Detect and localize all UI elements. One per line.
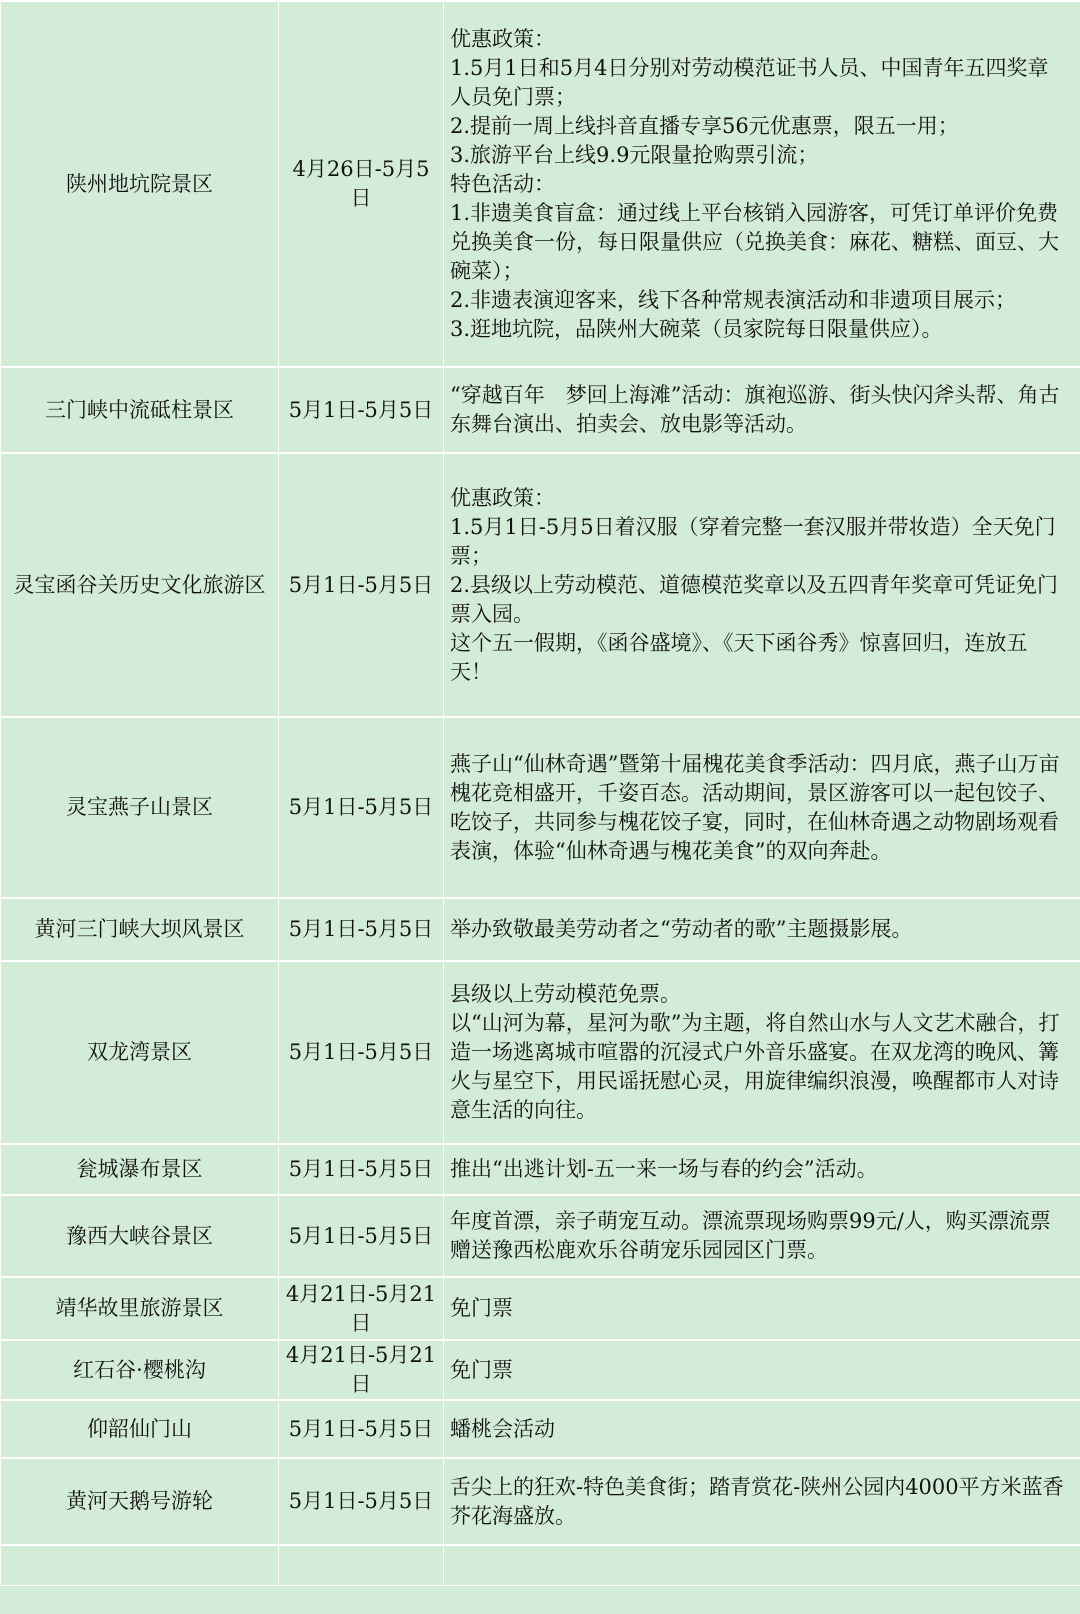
- event-description: [444, 453, 1080, 717]
- description-line: 年度首漂，亲子萌宠互动。漂流票现场购票99元/人，购买漂流票赠送豫西松鹿欢乐谷萌宠乐园园区门票。: [450, 1209, 1051, 1262]
- event-description: [444, 1458, 1080, 1545]
- scenic-area-name: 瓮城瀑布景区: [1, 1144, 279, 1195]
- scenic-area-name: 黄河天鹅号游轮: [1, 1458, 279, 1545]
- table-row: [1, 1195, 1080, 1277]
- event-description: [444, 1195, 1080, 1277]
- description-line: 2.提前一周上线抖音直播专享56元优惠票，限五一用；: [450, 113, 959, 138]
- description-line: 1.非遗美食盲盒：通过线上平台核销入园游客，可凭订单评价免费兑换美食一份，每日限量供应（兑换美食：麻花、糖糕、面豆、大碗菜）；: [450, 200, 1059, 283]
- event-description: [444, 961, 1080, 1144]
- description-line: 蟠桃会活动: [450, 1416, 555, 1441]
- scenic-area-name: [1, 1545, 279, 1585]
- description-line: 免门票: [450, 1296, 513, 1320]
- event-description: [444, 898, 1080, 961]
- event-date-range: 5月1日-5月5日: [279, 453, 444, 717]
- scenic-area-name: 黄河三门峡大坝风景区: [1, 898, 279, 961]
- event-date-range: 5月1日-5月5日: [279, 1195, 444, 1277]
- table-row: [1, 1458, 1080, 1545]
- scenic-area-name: 靖华故里旅游景区: [1, 1277, 279, 1340]
- event-date-range: 4月21日-5月21日: [279, 1340, 444, 1400]
- scenic-area-name: 陕州地坑院景区: [1, 1, 279, 367]
- event-description: [444, 1400, 1080, 1458]
- description-line: 县级以上劳动模范免票。: [450, 982, 681, 1006]
- description-line: “穿越百年 梦回上海滩”活动：旗袍巡游、街头快闪斧头帮、角古东舞台演出、拍卖会、放电影等活动。: [450, 383, 1060, 436]
- description-line: 3.逛地坑院，品陕州大碗菜（员家院每日限量供应）。: [450, 316, 943, 341]
- table-row: [1, 717, 1080, 898]
- event-description: [444, 367, 1080, 453]
- scenic-area-name: 仰韶仙门山: [1, 1400, 279, 1458]
- description-line: 特色活动：: [450, 171, 555, 196]
- description-line: 优惠政策：: [450, 26, 555, 51]
- event-date-range: 5月1日-5月5日: [279, 1458, 444, 1545]
- scenic-area-name: 豫西大峡谷景区: [1, 1195, 279, 1277]
- table-row: [1, 367, 1080, 453]
- description-line: 免门票: [450, 1357, 513, 1382]
- description-line: 优惠政策：: [450, 485, 555, 510]
- event-description: [444, 1340, 1080, 1400]
- description-line: 舌尖上的狂欢-特色美食街；踏青赏花-陕州公园内4000平方米蓝香芥花海盛放。: [450, 1474, 1064, 1528]
- scenic-area-name: 三门峡中流砥柱景区: [1, 367, 279, 453]
- table-row: [1, 1340, 1080, 1400]
- scenic-area-name: 灵宝燕子山景区: [1, 717, 279, 898]
- event-date-range: 5月1日-5月5日: [279, 1144, 444, 1195]
- table-row: [1, 1545, 1080, 1585]
- event-date-range: 5月1日-5月5日: [279, 717, 444, 898]
- description-line: 推出“出逃计划-五一来一场与春的约会”活动。: [450, 1157, 878, 1181]
- table-row: [1, 961, 1080, 1144]
- description-line: 燕子山“仙林奇遇”暨第十届槐花美食季活动：四月底，燕子山万亩槐花竞相盛开，千姿百态。活动期间，景区游客可以一起包饺子、吃饺子，共同参与槐花饺子宴，同时，在仙林奇遇之动物剧场观看表演，体验“仙林奇遇与槐花美食”的双向奔赴。: [450, 751, 1060, 863]
- description-line: 3.旅游平台上线9.9元限量抢购票引流；: [450, 142, 819, 167]
- description-line: 2.非遗表演迎客来，线下各种常规表演活动和非遗项目展示；: [450, 287, 1017, 312]
- event-date-range: 5月1日-5月5日: [279, 898, 444, 961]
- table-row: [1, 1277, 1080, 1340]
- table-row: [1, 1, 1080, 367]
- table-row: [1, 453, 1080, 717]
- scenic-area-name: 双龙湾景区: [1, 961, 279, 1144]
- event-date-range: 5月1日-5月5日: [279, 1400, 444, 1458]
- event-date-range: 4月21日-5月21日: [279, 1277, 444, 1340]
- description-line: 2.县级以上劳动模范、道德模范奖章以及五四青年奖章可凭证免门票入园。: [450, 572, 1059, 626]
- description-line: 以“山河为幕，星河为歌”为主题，将自然山水与人文艺术融合，打造一场逃离城市喧嚣的沉浸式户外音乐盛宴。在双龙湾的晚风、篝火与星空下，用民谣抚慰心灵，用旋律编织浪漫，唤醒都市人对诗意生活的向往。: [450, 1011, 1060, 1122]
- table-row: [1, 1144, 1080, 1195]
- event-description: [444, 1, 1080, 367]
- event-date-range: [279, 1545, 444, 1585]
- event-description: [444, 1144, 1080, 1195]
- table-row: [1, 898, 1080, 961]
- event-description: [444, 717, 1080, 898]
- scenic-area-name: 灵宝函谷关历史文化旅游区: [1, 453, 279, 717]
- event-description: [444, 1545, 1080, 1585]
- event-date-range: 5月1日-5月5日: [279, 961, 444, 1144]
- event-description: [444, 1277, 1080, 1340]
- event-date-range: 5月1日-5月5日: [279, 367, 444, 453]
- description-line: 1.5月1日和5月4日分别对劳动模范证书人员、中国青年五四奖章人员免门票；: [450, 55, 1049, 109]
- description-line: 这个五一假期，《函谷盛境》、《天下函谷秀》惊喜回归，连放五天！: [450, 630, 1028, 684]
- scenic-area-name: 红石谷·樱桃沟: [1, 1340, 279, 1400]
- description-line: 举办致敬最美劳动者之“劳动者的歌”主题摄影展。: [450, 917, 913, 941]
- table-row: [1, 1400, 1080, 1458]
- event-date-range: 4月26日-5月5日: [279, 1, 444, 367]
- description-line: 1.5月1日-5月5日着汉服（穿着完整一套汉服并带妆造）全天免门票；: [450, 514, 1056, 568]
